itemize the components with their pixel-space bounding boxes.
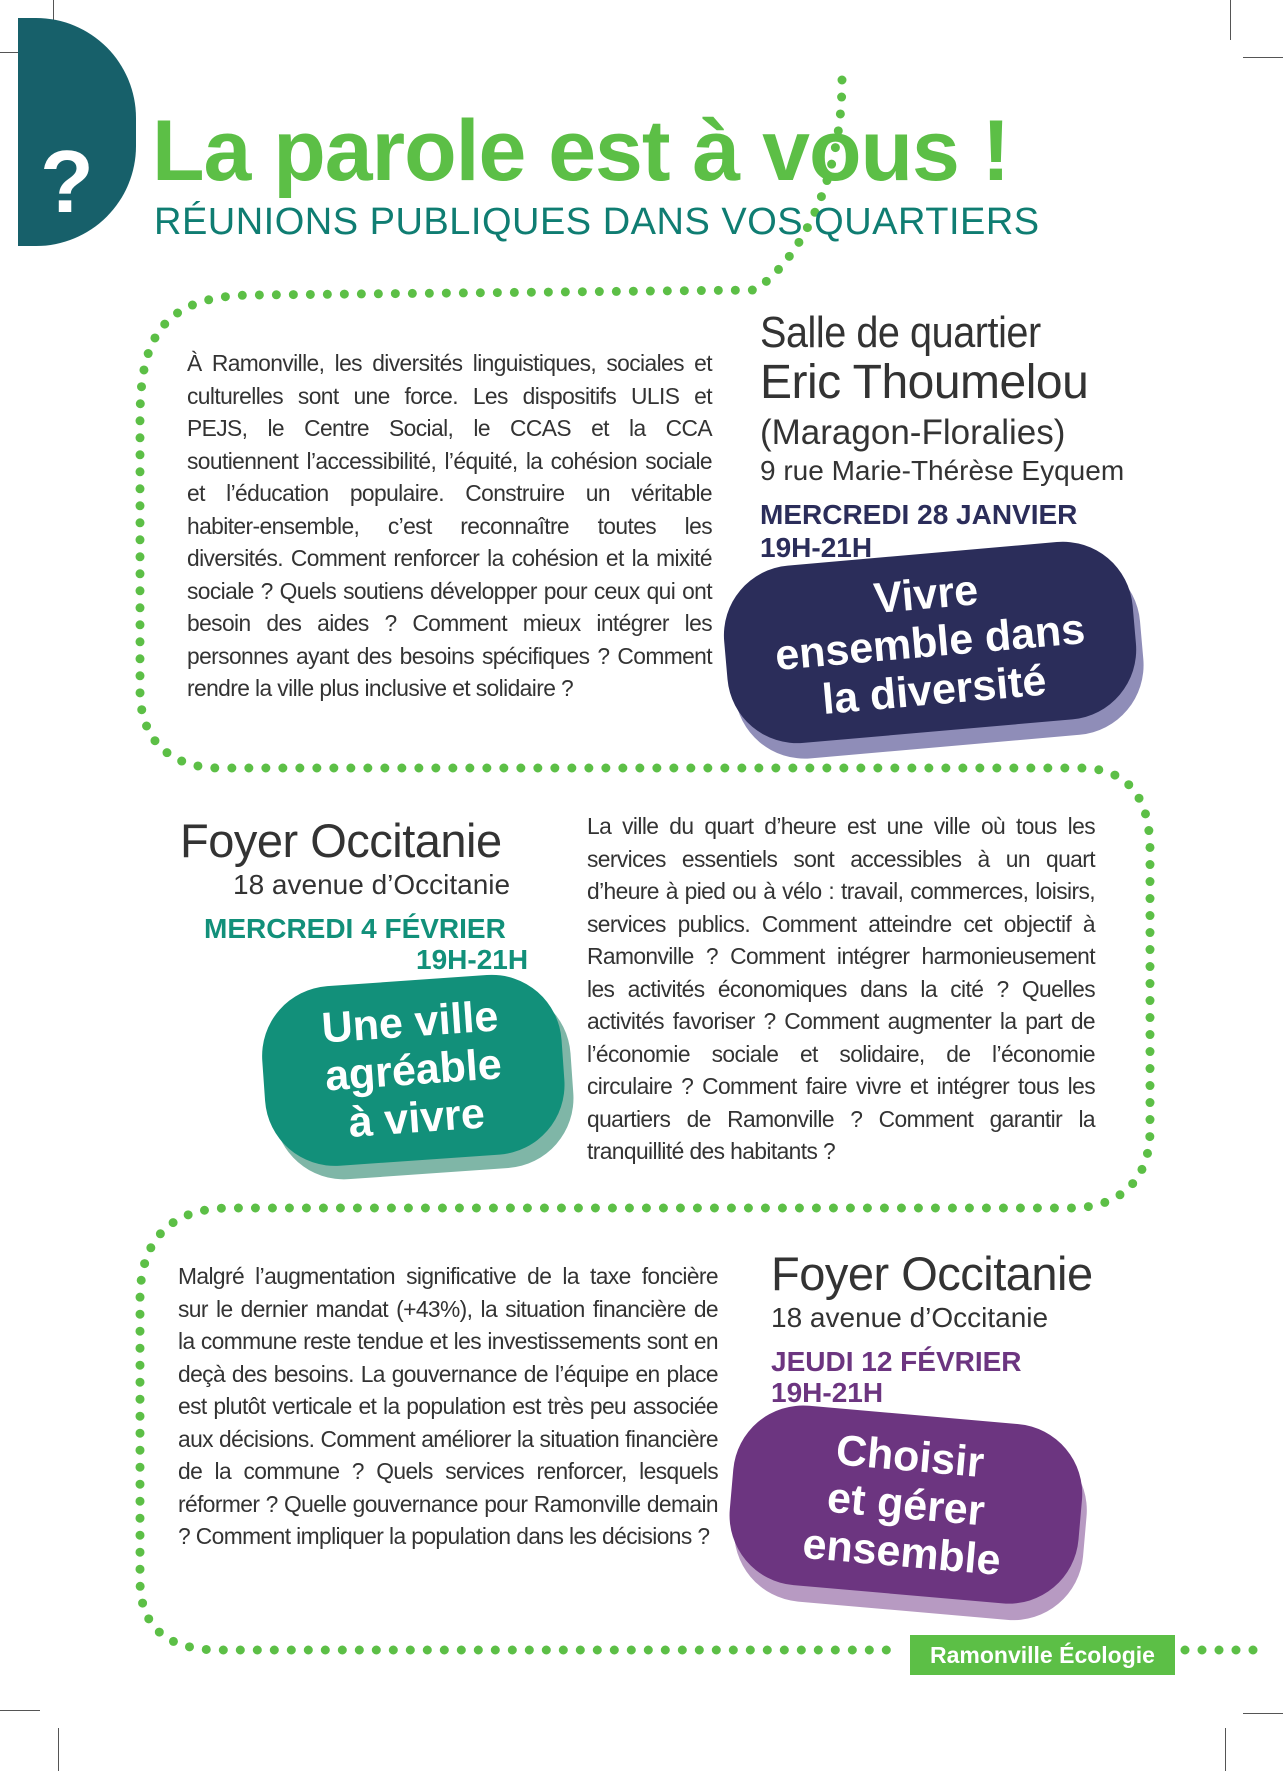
section-1-address: 9 rue Marie-Thérèse Eyquem	[760, 455, 1125, 486]
section-3-address: 18 avenue d’Occitanie	[771, 1302, 1049, 1333]
section-1-venue-line2: Eric Thoumelou	[760, 356, 1089, 409]
section-3-venue: Foyer Occitanie	[771, 1247, 1093, 1300]
section-1-date: MERCREDI 28 JANVIER	[760, 499, 1078, 530]
badge-body	[718, 536, 1142, 749]
question-mark-icon: ?	[40, 132, 94, 231]
section-2-theme: Une ville agréable à vivre	[320, 992, 504, 1147]
section-3-body: Malgré l’augmentation significative de la taxe foncière sur le dernier mandat (+43%), la situation financière de la commune reste tendue et les investissements sont en deçà des besoins. La gouvernance de l’équipe en place est plutôt verticale et la population est très peu associée aux décisions. Comment améliorer la situation financière de la commune ? Quels services renforcer, lesquels réformer ? Quelle gouvernance pour Ramonville demain ? Comment impliquer la population dans les décisions ?	[178, 1263, 718, 1549]
badge-body	[257, 970, 569, 1170]
section-1-theme: Vivre ensemble dans la diversité	[773, 566, 1087, 724]
brand-label: Ramonville Écologie	[910, 1635, 1175, 1675]
section-3-theme: Choisir et gérer ensemble	[800, 1426, 1003, 1585]
section-2-time: 19H-21H	[416, 944, 529, 975]
section-2-body: La ville du quart d’heure est une ville où tous les services essentiels sont accessibles à un quart d’heure à pied ou à vélo : travail, commerces, loisirs, services publics. Comment atteindre cet objectif à Ramonville ? Comment intégrer harmonieusement les activités économiques dans la cité ? Quelles activités favoriser ? Comment augmenter la part de l’économie sociale et solidaire, de l’économie circulaire ? Comment faire vivre et intégrer tous les quartiers de Ramonville ? Comment garantir la tranquillité des habitants ?	[587, 813, 1095, 1164]
page-title: La parole est à vous !	[152, 103, 1010, 199]
section-2-theme-badge	[257, 969, 580, 1190]
badge-body	[724, 1400, 1088, 1610]
section-2-venue: Foyer Occitanie	[180, 814, 502, 867]
section-3-time: 19H-21H	[771, 1377, 884, 1408]
section-1-time: 19H-21H	[760, 532, 873, 563]
section-1-body: À Ramonville, les diversités linguistiques, sociales et culturelles sont une force. Les dispositifs ULIS et PEJS, le Centre Social, le CCAS et la CCA soutiennent l’accessibilité, l’équité, la cohésion sociale et l’éducation populaire. Construire un véritable habiter-ensemble, c’est reconnaître toutes les diversités. Comment renforcer la cohésion et la mixité sociale ? Quels soutiens développer pour ceux qui ont besoin des aides ? Comment mieux intégrer les personnes ayant des besoins spécifiques ? Comment rendre la ville plus inclusive et solidaire ?	[187, 350, 712, 701]
section-3-theme-badge	[722, 1400, 1098, 1631]
page-subtitle: RÉUNIONS PUBLIQUES DANS VOS QUARTIERS	[154, 201, 1040, 243]
section-1-district: (Maragon-Floralies)	[760, 413, 1066, 452]
section-1-venue-line1: Salle de quartier	[760, 308, 1041, 357]
section-2-address: 18 avenue d’Occitanie	[233, 869, 511, 900]
section-2-date: MERCREDI 4 FÉVRIER	[204, 913, 506, 944]
section-3-date: JEUDI 12 FÉVRIER	[771, 1346, 1022, 1377]
section-1-theme-badge	[718, 532, 1154, 771]
